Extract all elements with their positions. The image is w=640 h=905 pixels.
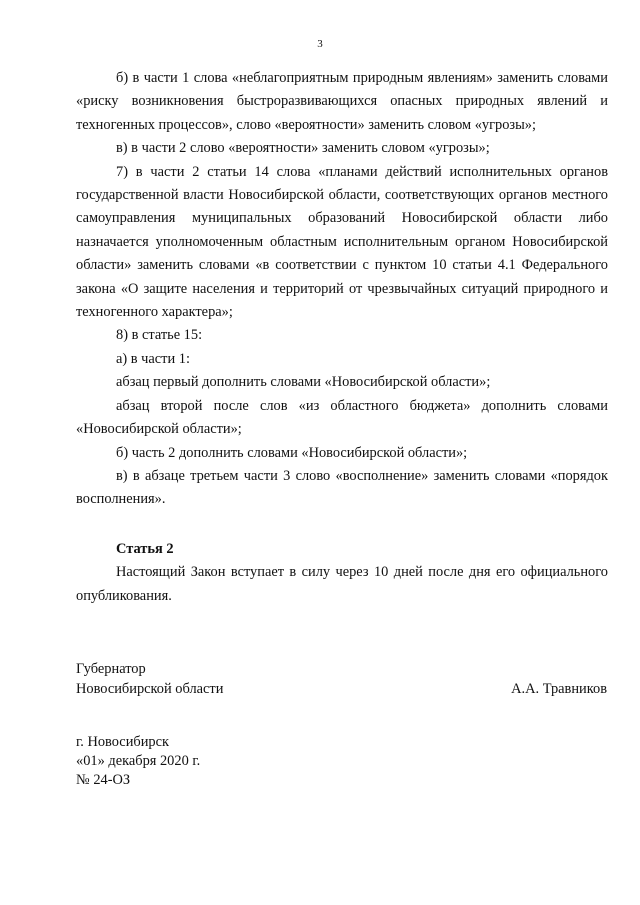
paragraph-1v: в) в части 2 слово «вероятности» заменить словом «угрозы»;	[116, 140, 490, 157]
article-heading: Статья 2	[116, 541, 174, 557]
paragraph-1b: б) в части 1 слова «неблагоприятным природным явлениям» заменить словами «риску возникновения быстроразвивающихся опасных природных явлений и техногенных процессов», слово «вероятности» заменить словом «угрозы»;	[76, 70, 608, 133]
paragraph-8a-1: абзац первый дополнить словами «Новосибирской области»;	[116, 374, 491, 391]
law-number: № 24-ОЗ	[76, 772, 131, 788]
signatory-name: А.А. Травников	[511, 681, 607, 697]
issue-city: г. Новосибирск	[76, 734, 169, 750]
page-number: 3	[317, 38, 323, 50]
paragraph-8v: в) в абзаце третьем части 3 слово «восполнение» заменить словами «порядок восполнения».	[76, 467, 608, 508]
issue-date: «01» декабря 2020 г.	[76, 753, 201, 769]
paragraph-7: 7) в части 2 статьи 14 слова «планами действий исполнительных органов государственной власти Новосибирской области, соответствующих органов местного самоуправления муниципальных образований Новосибирской области либо назначается уполномоченным областным исполнительным органом Новосибирской области» заменить словами «в соответствии с пунктом 10 статьи 4.1 Федерального закона «О защите населения и территорий от чрезвычайных ситуаций природного и техногенного характера»;	[76, 163, 608, 321]
document-footer	[76, 733, 200, 790]
article-body: Настоящий Закон вступает в силу через 10 дней после дня его официального опубликования.	[76, 564, 608, 604]
paragraph-8: 8) в статье 15:	[116, 327, 203, 344]
amendments-text	[76, 67, 608, 512]
signatory-position-line2: Новосибирской области	[76, 681, 224, 697]
paragraph-8a: а) в части 1:	[116, 350, 190, 367]
paragraph-8a-2: абзац второй после слов «из областного бюджета» дополнить словами «Новосибирской области»;	[76, 397, 608, 438]
article-2	[76, 538, 608, 608]
signatory-position-line1: Губернатор	[76, 661, 146, 677]
paragraph-8b: б) часть 2 дополнить словами «Новосибирской области»;	[116, 444, 468, 461]
signature-block	[76, 659, 607, 699]
